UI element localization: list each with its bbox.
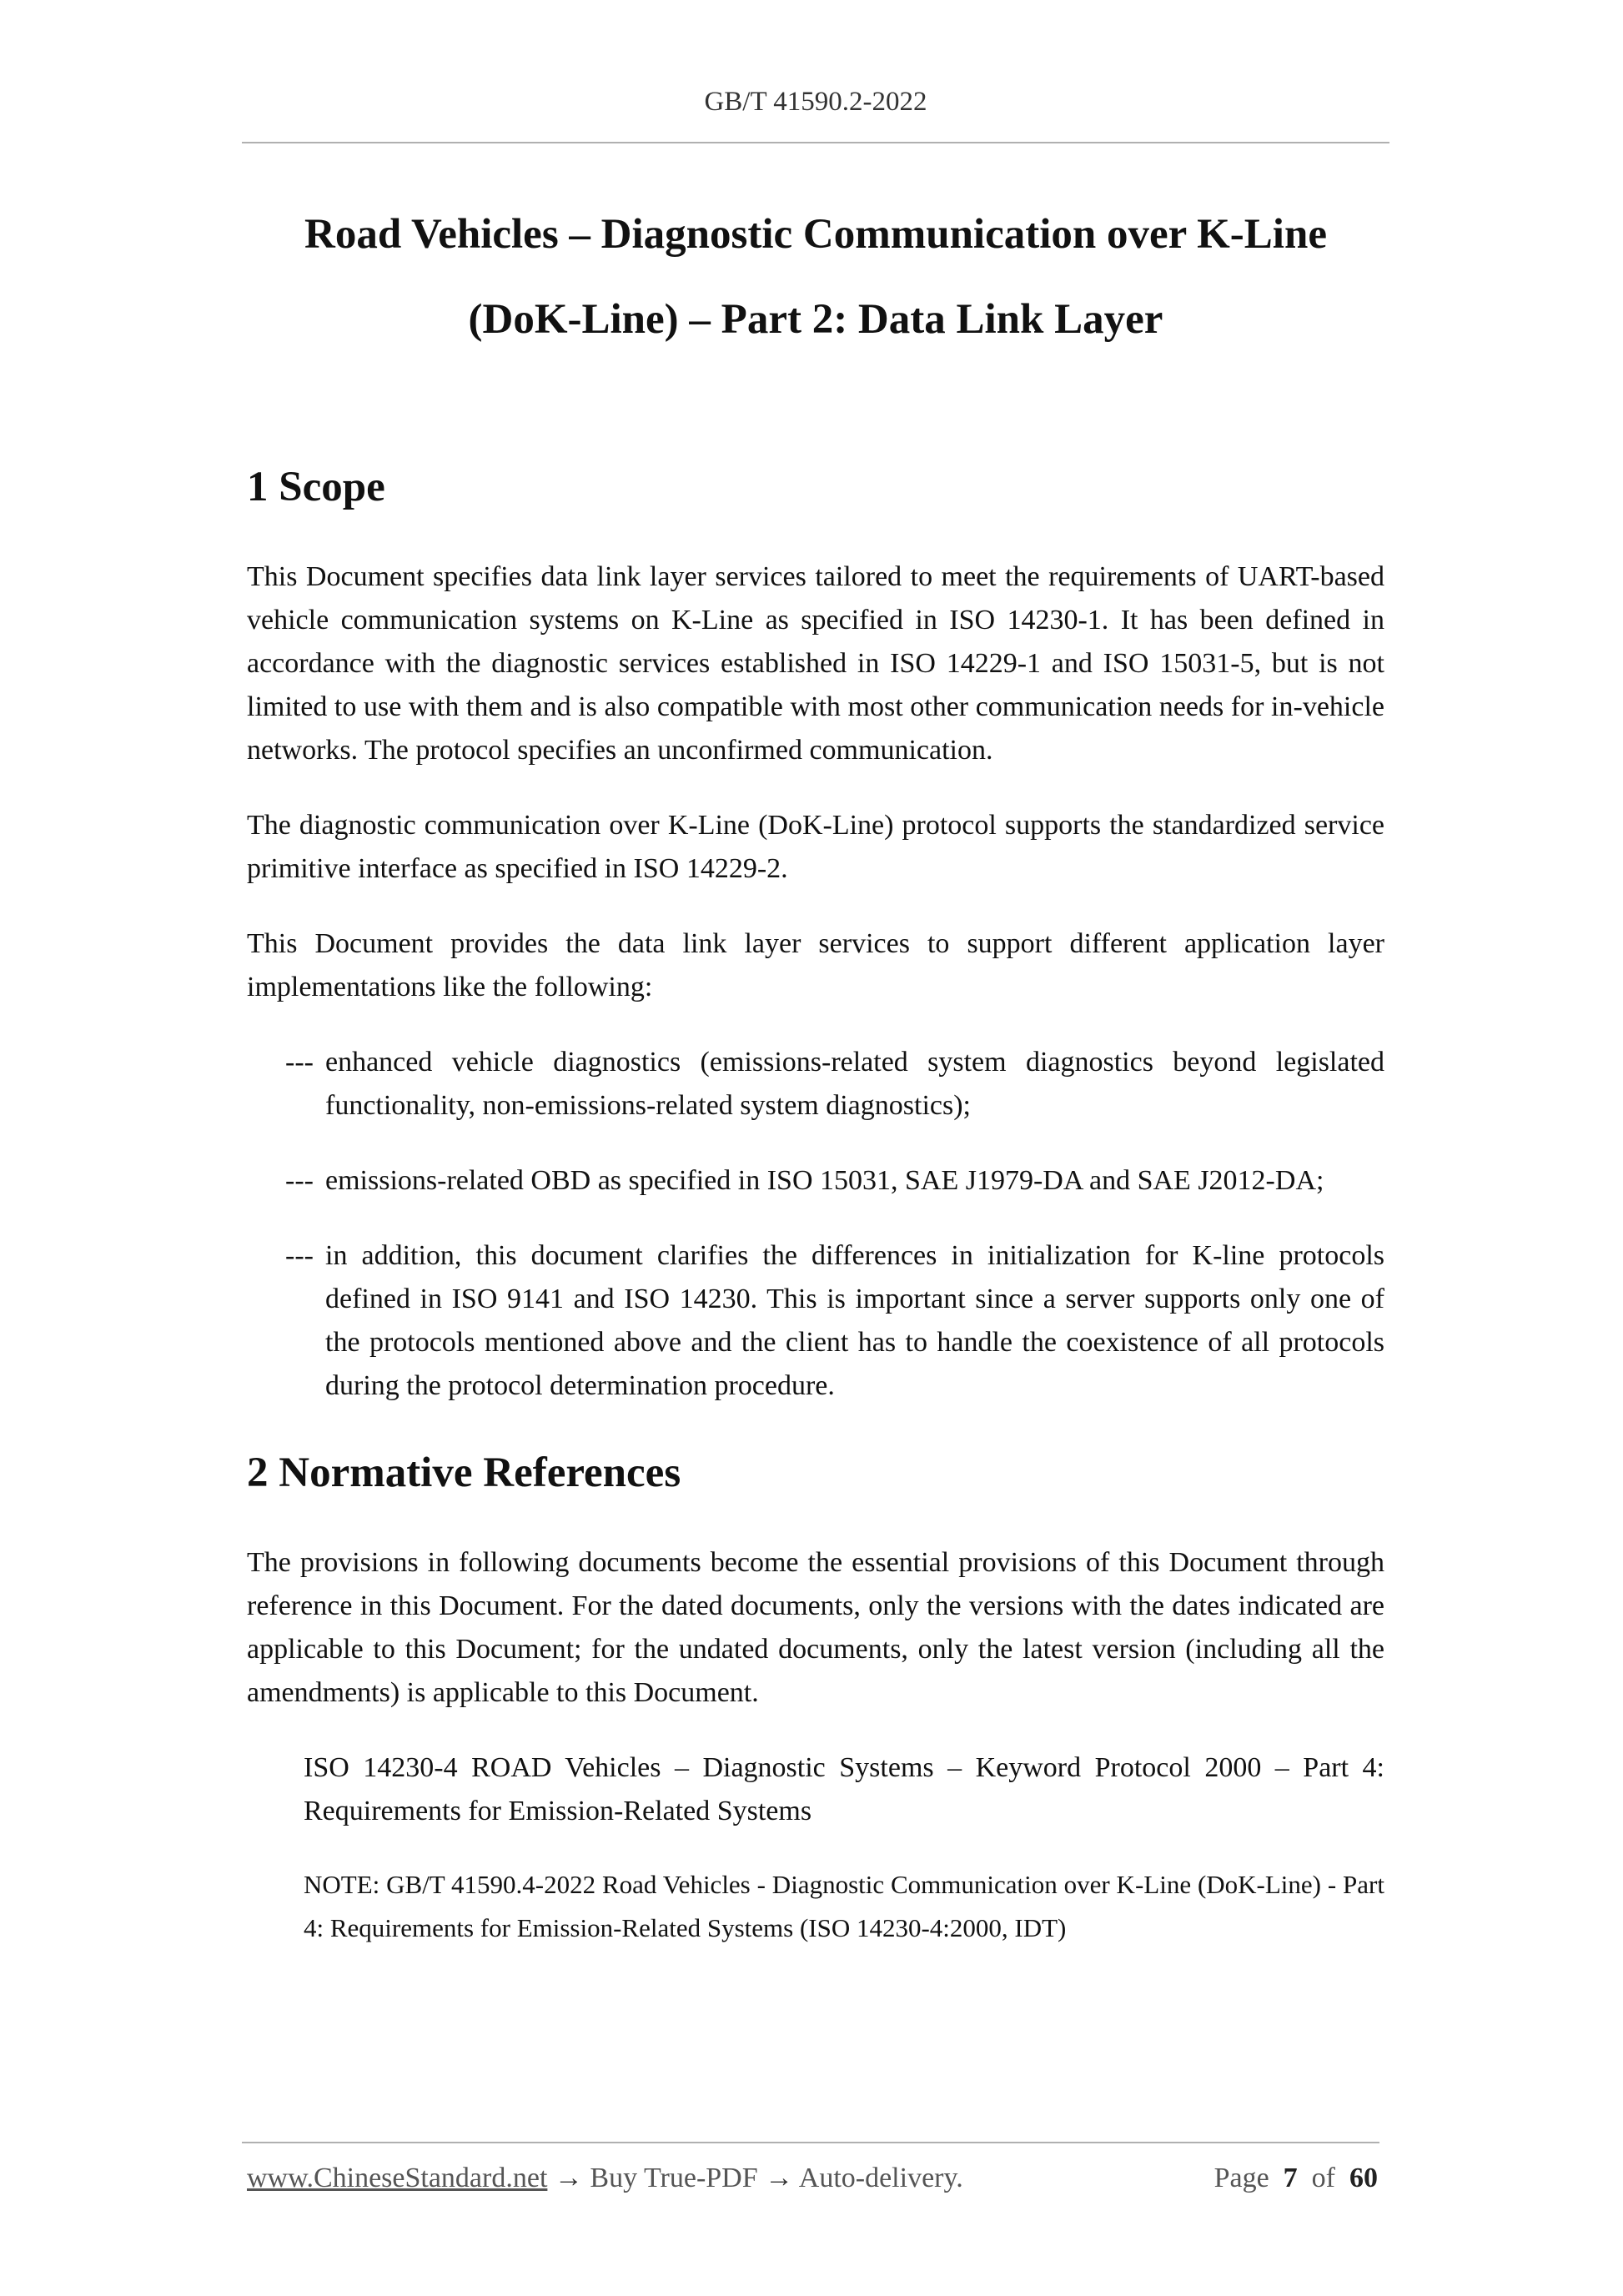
list-dash: ---: [285, 1047, 314, 1078]
website-link[interactable]: www.ChineseStandard.net: [247, 2163, 548, 2193]
document-body: [247, 192, 1384, 1950]
list-item: [247, 1234, 1384, 1408]
reference-entry: ISO 14230-4 ROAD Vehicles – Diagnostic Systems – Keyword Protocol 2000 – Part 4: Requirements for Emission-Related Systems: [304, 1752, 1384, 1826]
list-item-text: enhanced vehicle diagnostics (emissions-related system diagnostics beyond legislated functionality, non-emissions-related system diagnostics);: [325, 1047, 1384, 1121]
list-item: [247, 1159, 1384, 1203]
page-word: Page: [1213, 2163, 1269, 2193]
of-word: of: [1311, 2163, 1335, 2193]
list-item: [247, 1041, 1384, 1128]
buy-pdf-text: Buy True-PDF: [590, 2163, 758, 2193]
total-pages: 60: [1349, 2163, 1378, 2193]
running-header: GB/T 41590.2-2022: [704, 87, 927, 117]
header-divider: [242, 142, 1389, 143]
references-paragraph: The provisions in following documents become the essential provisions of this Document through reference in this Document. For the dated documents, only the versions with the dates indicated are applicable to this Document; for the undated documents, only the latest version (including all the amendments) is applicable to this Document.: [247, 1547, 1384, 1708]
document-title: [247, 192, 1384, 362]
section-1-heading: 1 Scope: [247, 464, 385, 510]
current-page: 7: [1283, 2163, 1298, 2193]
arrow-right-icon: →: [765, 2163, 794, 2193]
arrow-right-icon: →: [554, 2163, 583, 2193]
list-dash: ---: [285, 1165, 314, 1196]
footer-promo: [247, 2163, 963, 2194]
scope-paragraph-2: The diagnostic communication over K-Line (DoK-Line) protocol supports the standardized service primitive interface as specified in ISO 14229-2.: [247, 810, 1384, 884]
list-item-text: emissions-related OBD as specified in ISO 15031, SAE J1979-DA and SAE J2012-DA;: [325, 1165, 1324, 1196]
title-line-1: Road Vehicles – Diagnostic Communication over K-Line: [304, 211, 1327, 258]
scope-paragraph-1: This Document specifies data link layer services tailored to meet the requirements of UART-based vehicle communication systems on K-Line as specified in ISO 14230-1. It has been defined in accordance with the diagnostic services established in ISO 14229-1 and ISO 15031-5, but is not limited to use with them and is also compatible with most other communication needs for in-vehicle networks. The protocol specifies an unconfirmed communication.: [247, 561, 1384, 766]
title-line-2: (DoK-Line) – Part 2: Data Link Layer: [468, 296, 1163, 343]
list-item-text: in addition, this document clarifies the differences in initialization for K-line protocols defined in ISO 9141 and ISO 14230. This is important since a server supports only one of the protocols mentioned above and the client has to handle the coexistence of all protocols during the protocol determination procedure.: [325, 1240, 1384, 1401]
section-2-heading: 2 Normative References: [247, 1449, 681, 1496]
scope-paragraph-3: This Document provides the data link layer services to support different application layer implementations like the following:: [247, 928, 1384, 1002]
auto-delivery-text: Auto-delivery.: [798, 2163, 963, 2193]
list-dash: ---: [285, 1240, 314, 1271]
footer-divider: [242, 2142, 1379, 2143]
reference-note: NOTE: GB/T 41590.4-2022 Road Vehicles - Diagnostic Communication over K-Line (DoK-Line) - Part 4: Requirements for Emission-Related Systems (ISO 14230-4:2000, IDT): [304, 1870, 1384, 1942]
page-indicator: [1214, 2163, 1378, 2194]
page-footer: [247, 2163, 1378, 2194]
